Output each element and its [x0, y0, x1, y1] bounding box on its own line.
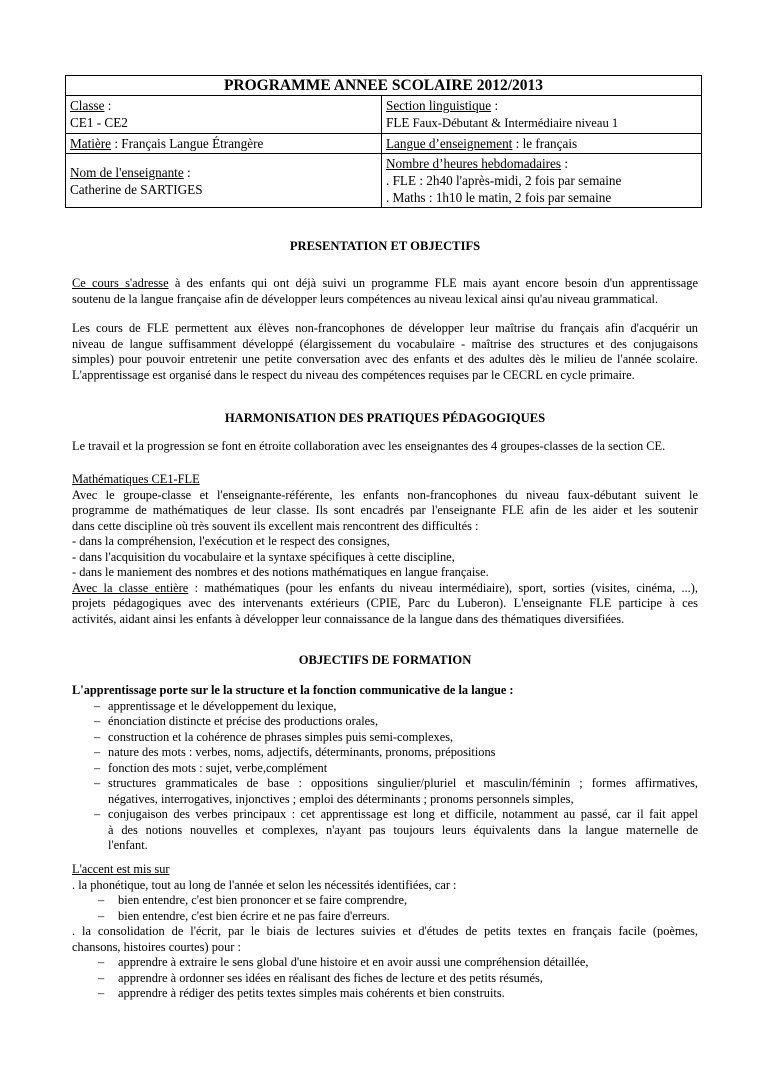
maths-line5: - dans l'acquisition du vocabulaire et la syntaxe spécifiques à cette discipline, — [72, 549, 455, 564]
langue-value: : le français — [512, 136, 578, 151]
list-item-text: bien entendre, c'est bien prononcer et se faire comprendre, — [118, 893, 408, 907]
presentation-underlined-lead: Ce cours s'adresse — [72, 276, 169, 290]
list-item — [72, 714, 698, 730]
objectifs-heading: OBJECTIFS DE FORMATION — [298, 653, 472, 667]
heures-colon: : — [561, 156, 569, 171]
matiere-value: : Français Langue Étrangère — [111, 136, 264, 151]
objectifs-list — [72, 699, 698, 854]
classe-cell — [66, 96, 382, 134]
maths-title: Mathématiques CE1-FLE — [72, 472, 200, 486]
maths-line3: dans cette discipline où très souvent ils excellent mais rencontrent des difficultés : — [72, 518, 479, 533]
enseignante-value: Catherine de SARTIGES — [70, 181, 203, 197]
list-item-text-cont: à des notions nouvelles et complexes, n'ayant pas toujours leurs équivalents dans la langue maternelle de — [108, 822, 698, 837]
list-item — [72, 971, 698, 987]
list-item-text: fonction des mots : sujet, verbe,complément — [108, 760, 328, 775]
enseignante-label: Nom de l'enseignante — [70, 164, 184, 180]
accent-title: L'accent est mis sur — [72, 862, 170, 876]
dash-marker: – — [94, 776, 101, 790]
list-item-text: nature des mots : verbes, noms, adjectifs, déterminants, pronoms, prépositions — [108, 745, 496, 759]
objectifs-section — [72, 683, 698, 854]
accent-phonetique: . la phonétique, tout au long de l'année et selon les nécessités identifiées, car : — [72, 877, 457, 892]
program-title: PROGRAMME ANNEE SCOLAIRE 2012/2013 — [66, 76, 702, 96]
presentation-p1-line2: soutenu de la langue française afin de développer leurs compétences au niveau lexical ainsi qu'au niveau grammatical. — [72, 291, 659, 306]
dash-marker: – — [94, 698, 101, 713]
dash-marker: – — [94, 807, 101, 821]
list-item — [72, 909, 698, 925]
list-item — [72, 699, 698, 715]
list-item-text: énonciation distincte et précise des productions orales, — [108, 714, 379, 728]
enseignante-colon: : — [183, 164, 191, 180]
presentation-paragraph-2 — [72, 321, 698, 383]
classe-entiere-line3: activités, aidant ainsi les enfants à développer leur connaissance de la langue dans des thématiques diversifiées. — [72, 611, 625, 626]
presentation-heading: PRESENTATION ET OBJECTIFS — [289, 239, 481, 253]
list-item — [72, 807, 698, 854]
presentation-paragraph-1 — [72, 276, 698, 307]
accent-ecrit-line1: . la consolidation de l'écrit, par le biais de lectures suivies et d'études de petits textes en français facile (poèmes, — [72, 924, 698, 938]
classe-colon: : — [104, 98, 112, 113]
presentation-p2-line4: L'apprentissage est organisé dans le respect du niveau des compétences requises par le CECRL en cycle primaire. — [72, 367, 635, 382]
heures-label: Nombre d’heures hebdomadaires — [386, 156, 562, 171]
list-item-text-cont: l'enfant. — [108, 838, 148, 852]
list-item-text: apprendre à rédiger des petits textes simples mais cohérents et bien construits. — [118, 986, 505, 1000]
program-header-table — [65, 75, 702, 208]
maths-line6: - dans le maniement des nombres et des notions mathématiques en langue française. — [72, 565, 489, 579]
heures-fle: . FLE : 2h40 l'après-midi, 2 fois par semaine — [386, 173, 622, 188]
classe-entiere-underlined: Avec la classe entière — [72, 580, 189, 595]
presentation-p2-line2: niveau de langue suffisamment développé (élargissement du vocabulaire - maîtrise des structures et des conjugaisons — [72, 336, 698, 351]
harmonisation-heading: HARMONISATION DES PRATIQUES PÉDAGOGIQUES — [224, 411, 546, 425]
dash-marker: – — [94, 745, 101, 759]
list-item-text: conjugaison des verbes principaux : cet apprentissage est long et difficile, notamment au passé, car il fait appel — [108, 807, 698, 821]
classe-value: CE1 - CE2 — [70, 115, 128, 130]
classe-entiere-line1: : mathématiques (pour les enfants du niveau intermédiaire), sport, sorties (visites, cinéma, ...), — [188, 580, 699, 595]
list-item — [72, 893, 698, 909]
list-item — [72, 730, 698, 746]
section-cell — [382, 96, 702, 134]
ecrit-list — [72, 955, 698, 1002]
heures-cell — [382, 154, 702, 208]
presentation-p2-line3: simples) pour pouvoir entretenir une petite conversation avec des enfants et des adultes dès le milieu de l'année scolaire. — [72, 352, 698, 366]
dash-marker: – — [98, 955, 105, 969]
presentation-p1-line1: à des enfants qui ont déjà suivi un programme FLE mais ayant encore besoin d'un apprentissage — [168, 276, 698, 290]
list-item — [72, 955, 698, 971]
langue-cell — [382, 134, 702, 154]
list-item-text: bien entendre, c'est bien écrire et ne pas faire d'erreurs. — [118, 908, 390, 923]
dash-marker: – — [98, 908, 105, 923]
langue-label: Langue d’enseignement — [386, 136, 513, 151]
section-value-fle: FLE — [386, 115, 410, 130]
dash-marker: – — [94, 729, 101, 744]
phonetique-list — [72, 893, 698, 924]
list-item — [72, 986, 698, 1002]
objectifs-intro: L'apprentissage porte sur le la structure et la fonction communicative de la langue : — [72, 683, 514, 697]
list-item — [72, 745, 698, 761]
list-item-text: structures grammaticales de base : oppositions singulier/pluriel et masculin/féminin ; formes affirmatives, — [108, 776, 698, 790]
dash-marker: – — [98, 986, 105, 1000]
presentation-p2-line1: Les cours de FLE permettent aux élèves non-francophones de développer leur maîtrise du français afin d'acquérir un — [72, 321, 698, 335]
accent-ecrit-line2: chansons, histoires courtes) pour : — [72, 939, 241, 954]
list-item-text: apprentissage et le développement du lexique, — [108, 698, 337, 713]
dash-marker: – — [98, 893, 105, 907]
maths-section — [72, 472, 698, 627]
section-colon: : — [491, 98, 499, 113]
classe-label: Classe — [70, 98, 105, 113]
maths-line4: - dans la compréhension, l'exécution et le respect des consignes, — [72, 534, 390, 548]
accent-section — [72, 862, 698, 1002]
heures-maths: . Maths : 1h10 le matin, 2 fois par semaine — [386, 190, 612, 205]
section-label: Section linguistique — [386, 98, 492, 113]
list-item — [72, 776, 698, 807]
matiere-cell — [66, 134, 382, 154]
list-item-text: apprendre à ordonner ses idées en réalisant des fiches de lecture et des petits résumés, — [118, 970, 543, 985]
enseignante-cell — [66, 154, 382, 208]
dash-marker: – — [98, 970, 105, 985]
list-item-text: apprendre à extraire le sens global d'une histoire et en avoir aussi une compréhension détaillée, — [118, 955, 589, 969]
maths-line1: Avec le groupe-classe et l'enseignante-référente, les enfants non-francophones du niveau faux-débutant suivent le — [72, 487, 698, 502]
matiere-label: Matière — [70, 136, 112, 151]
classe-entiere-line2: projets pédagogiques avec des intervenants extérieurs (CPIE, Parc du Luberon). L'enseignante FLE participe à ces — [72, 596, 698, 610]
maths-line2: programme de mathématiques de leur classe. Ils sont encadrés par l'enseignante FLE afin de les aider et les soutenir — [72, 503, 698, 517]
list-item-text-cont: négatives, interrogatives, injonctives ; emploi des déterminants ; pronoms personnels simples, — [108, 791, 574, 806]
list-item-text: construction et la cohérence de phrases simples puis semi-complexes, — [108, 729, 454, 744]
harmonisation-paragraph: Le travail et la progression se font en étroite collaboration avec les enseignantes des 4 groupes-classes de la section CE. — [72, 439, 666, 453]
dash-marker: – — [94, 760, 101, 775]
dash-marker: – — [94, 714, 101, 728]
section-value-level: Faux-Débutant & Intermédiaire niveau 1 — [409, 116, 619, 130]
list-item — [72, 761, 698, 777]
